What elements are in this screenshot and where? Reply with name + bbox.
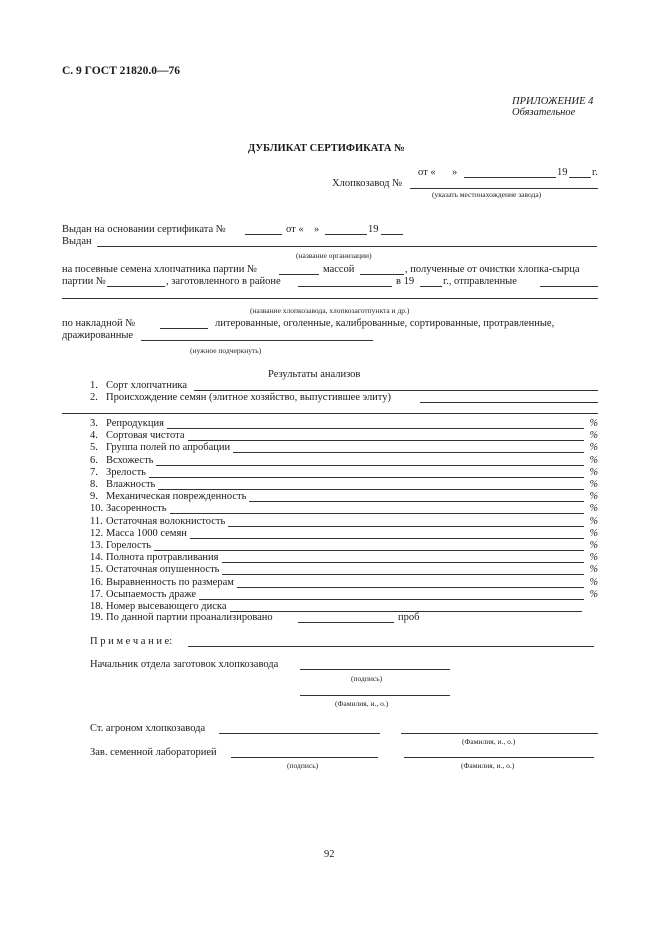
result-num: 2. [90, 392, 98, 403]
result-unit: % [589, 588, 598, 600]
result-row [90, 589, 598, 601]
result-field[interactable] [249, 501, 584, 502]
basis-year-prefix: 19 [368, 224, 379, 235]
lab-signature-field[interactable] [231, 757, 378, 758]
seeds-year-field[interactable] [420, 286, 442, 287]
result-row-samples [90, 612, 598, 624]
lab-signature-caption: (подпись) [287, 761, 319, 770]
date-year-suffix: г. [592, 167, 598, 178]
date-from: от « [418, 167, 436, 178]
result-num: 6. [90, 454, 98, 466]
result-unit: % [589, 564, 598, 576]
result-row [90, 540, 598, 552]
result-num: 1. [90, 380, 98, 391]
waybill-line2: дражированные [62, 330, 134, 341]
result-row [90, 442, 598, 454]
issued-to-field[interactable] [97, 246, 597, 247]
result-field[interactable] [194, 390, 598, 391]
result-field[interactable] [222, 574, 584, 575]
result-num: 8. [90, 479, 98, 490]
issued-to-label: Выдан [62, 236, 92, 247]
result-label: Остаточная волокнистость [106, 515, 226, 527]
agronomist-name-caption: (Фамилия, и., о.) [462, 737, 516, 746]
result-field[interactable] [188, 440, 584, 441]
result-label: Сортовая чистота [106, 430, 185, 442]
result-label: Происхождение семян (элитное хозяйство, выпустившее элиту) [106, 392, 391, 403]
weight-field[interactable] [360, 274, 404, 275]
result-label: Горелость [106, 540, 152, 551]
basis-cert-number-field[interactable] [245, 234, 282, 235]
lab-head-label: Зав. семенной лабораторией [90, 747, 217, 758]
result-field[interactable] [170, 513, 584, 514]
date-close-quote: » [452, 167, 458, 178]
sender-field[interactable] [62, 298, 598, 299]
appendix-status: Обязательное [512, 107, 576, 118]
result-label: Номер высевающего диска [106, 601, 227, 612]
result-num: 7. [90, 466, 98, 478]
head-name-caption: (Фамилия, и., о.) [335, 699, 389, 708]
result-num: 10. [90, 503, 104, 515]
basis-close-quote: » [314, 224, 320, 235]
waybill-caption: (нужное подчеркнуть) [190, 346, 262, 355]
result-label: Засоренность [106, 503, 167, 515]
sent-field[interactable] [540, 286, 598, 287]
agronomist-label: Ст. агроном хлопкозавода [90, 723, 206, 734]
agronomist-signature-field[interactable] [219, 733, 380, 734]
head-signature-field[interactable] [300, 669, 450, 670]
seeds-line1-c: , полученные от очистки хлопка-сырца [405, 264, 580, 275]
result-row [90, 455, 598, 467]
result-unit: % [589, 430, 598, 442]
result-num: 13. [90, 540, 104, 551]
note-label: П р и м е ч а н и е: [90, 636, 173, 647]
basis-year-field[interactable] [381, 234, 403, 235]
waybill-treatments: литерованные, оголенные, калиброванные, сортированные, протравленные, [215, 318, 555, 329]
result-label: Зрелость [106, 466, 146, 478]
result-unit: % [589, 454, 598, 466]
result-field[interactable] [233, 452, 584, 453]
raw-batch-number-field[interactable] [107, 286, 165, 287]
district-field[interactable] [298, 286, 392, 287]
result-label: Осыпаемость драже [106, 588, 197, 600]
result-unit: % [589, 442, 598, 454]
seeds-line2-a: партии № [62, 276, 106, 287]
result-unit: % [589, 491, 598, 503]
result-label: Влажность [106, 479, 156, 490]
result-unit: % [589, 503, 598, 515]
result-num: 4. [90, 430, 98, 442]
result-unit: % [589, 479, 598, 490]
appendix-title: ПРИЛОЖЕНИЕ 4 [512, 96, 594, 107]
result-unit: % [589, 466, 598, 478]
result-unit: % [589, 552, 598, 564]
result-field[interactable] [190, 538, 584, 539]
lab-name-caption: (Фамилия, и., о.) [461, 761, 515, 770]
result-field[interactable] [420, 402, 598, 403]
result-row [90, 577, 598, 589]
plant-field[interactable] [410, 188, 598, 189]
result-field[interactable] [156, 465, 584, 466]
result-num: 18. [90, 601, 104, 612]
samples-suffix: проб [398, 612, 420, 623]
seeds-line2-b: , заготовленного в районе [166, 276, 281, 287]
result-field[interactable] [222, 562, 584, 563]
result-unit: % [589, 515, 598, 527]
issued-to-caption: (название организации) [296, 251, 372, 260]
head-signature-caption: (подпись) [351, 674, 383, 683]
waybill-number-field[interactable] [160, 328, 208, 329]
result-unit: % [589, 418, 598, 429]
batch-number-field[interactable] [279, 274, 319, 275]
result-row [90, 516, 598, 528]
result-row [90, 430, 598, 442]
result-label: Остаточная опушенность [106, 564, 220, 576]
issued-basis-label: Выдан на основании сертификата № [62, 224, 226, 235]
result-row [90, 418, 598, 430]
seeds-line2-d: г., отправленные [443, 276, 517, 287]
head-name-field[interactable] [300, 695, 450, 696]
result-field[interactable] [158, 489, 584, 490]
basis-from: от « [286, 224, 304, 235]
seeds-line1-a: на посевные семена хлопчатника партии № [62, 264, 258, 275]
result-num: 14. [90, 552, 104, 564]
result-field[interactable] [228, 526, 584, 527]
agronomist-name-field[interactable] [401, 733, 598, 734]
result-field[interactable] [199, 599, 584, 600]
result-label: Выравненность по размерам [106, 576, 234, 588]
page-number: 92 [324, 849, 335, 860]
waybill-label: по накладной № [62, 318, 136, 329]
result-label: Механическая поврежденность [106, 491, 247, 503]
result-label: Полнота протравливания [106, 552, 219, 564]
document-title: ДУБЛИКАТ СЕРТИФИКАТА № [248, 143, 405, 154]
seeds-weight-label: массой [323, 264, 355, 275]
result-label: Репродукция [106, 418, 164, 429]
result-num: 3. [90, 418, 98, 429]
lab-name-field[interactable] [404, 757, 594, 758]
result-row-origin [90, 392, 598, 404]
note-field[interactable] [188, 646, 594, 647]
result-row [90, 479, 598, 491]
samples-count-field[interactable] [298, 622, 394, 623]
result-unit: % [589, 540, 598, 551]
result-num: 5. [90, 442, 98, 454]
result-row [90, 528, 598, 540]
result-field[interactable] [149, 477, 584, 478]
origin-continuation-field[interactable] [62, 413, 598, 414]
result-label: Группа полей по апробации [106, 442, 231, 454]
result-row [90, 467, 598, 479]
result-field[interactable] [154, 550, 584, 551]
result-field[interactable] [167, 428, 584, 429]
basis-month-field[interactable] [325, 234, 367, 235]
plant-label: Хлопкозавод № [332, 178, 403, 189]
plant-caption: (указать местонахождение завода) [432, 190, 542, 199]
result-label: Всхожесть [106, 454, 154, 466]
dragee-field[interactable] [141, 340, 373, 341]
results-title: Результаты анализов [268, 369, 361, 380]
result-row [90, 491, 598, 503]
date-year-prefix: 19 [557, 167, 568, 178]
result-num: 17. [90, 588, 104, 600]
result-unit: % [589, 527, 598, 539]
result-num: 19. [90, 612, 104, 623]
result-unit: % [589, 576, 598, 588]
result-row [90, 564, 598, 576]
page-header: С. 9 ГОСТ 21820.0—76 [62, 65, 181, 77]
head-label: Начальник отдела заготовок хлопкозавода [90, 659, 279, 670]
result-label: Сорт хлопчатника [106, 380, 188, 391]
date-month-field[interactable] [464, 177, 556, 178]
result-num: 9. [90, 491, 98, 503]
result-row [90, 503, 598, 515]
result-num: 15. [90, 564, 104, 576]
result-num: 16. [90, 576, 104, 588]
result-row-variety [90, 380, 598, 392]
result-row [90, 552, 598, 564]
seeds-caption: (название хлопкозавода, хлопкозаготпункта и др.) [250, 306, 410, 315]
result-field[interactable] [237, 587, 584, 588]
result-num: 11. [90, 515, 103, 527]
result-label: По данной партии проанализировано [106, 612, 273, 623]
seeds-line2-c: в 19 [396, 276, 415, 287]
result-label: Масса 1000 семян [106, 527, 187, 539]
date-year-field[interactable] [569, 177, 591, 178]
result-num: 12. [90, 527, 104, 539]
